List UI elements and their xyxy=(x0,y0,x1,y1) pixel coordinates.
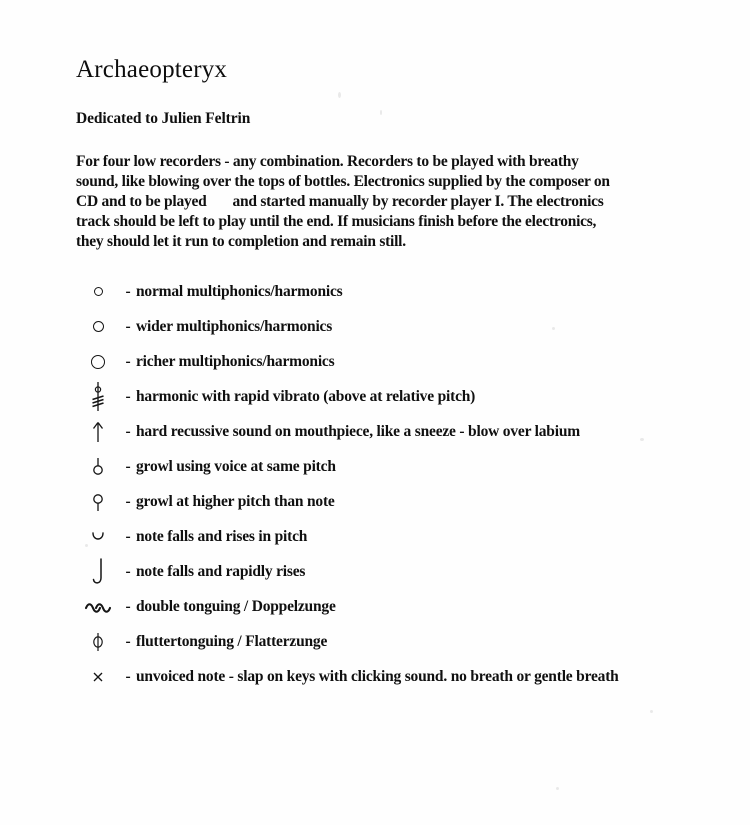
legend-dash: - xyxy=(125,527,131,545)
small-circle-icon xyxy=(76,274,120,309)
legend-description: double tonguing / Doppelzunge xyxy=(136,597,336,615)
phi-icon xyxy=(76,624,120,659)
list-item xyxy=(76,344,716,379)
circle-with-upward-stem-icon xyxy=(76,449,120,484)
performance-notes-paragraph xyxy=(76,152,616,253)
legend-description: note falls and rises in pitch xyxy=(136,527,308,545)
legend-dash: - xyxy=(125,422,131,440)
legend-dash: - xyxy=(125,317,131,335)
times-cross-icon xyxy=(76,659,120,694)
list-item xyxy=(76,624,716,659)
scan-speckle xyxy=(650,710,653,713)
legend-dash: - xyxy=(125,597,131,615)
legend-dash: - xyxy=(125,457,131,475)
legend-dash: - xyxy=(125,282,131,300)
j-hook-curve-icon xyxy=(76,554,120,589)
legend-dash: - xyxy=(125,352,131,370)
legend-description: note falls and rapidly rises xyxy=(136,562,306,580)
list-item xyxy=(76,309,716,344)
up-arrow-icon xyxy=(76,414,120,449)
list-item xyxy=(76,484,716,519)
intro-text-first: For four low recorders - any combination. Recorders to be played with breathy sound, like blowing over the tops of bottles. Electronics supplied by the composer on CD and to be played xyxy=(76,152,610,210)
legend-description: growl using voice at same pitch xyxy=(136,457,336,475)
medium-circle-icon xyxy=(76,309,120,344)
double-tilde-icon xyxy=(76,589,120,624)
page-title: Archaeopteryx xyxy=(76,56,228,83)
legend-dash: - xyxy=(125,492,131,510)
legend-dash: - xyxy=(125,667,131,685)
list-item xyxy=(76,519,716,554)
scan-speckle xyxy=(556,787,559,790)
stem-with-tremolo-strokes-icon xyxy=(76,379,120,414)
list-item xyxy=(76,379,716,414)
legend-dash: - xyxy=(125,632,131,650)
dedication-line: Dedicated to Julien Feltrin xyxy=(76,109,251,127)
breve-u-curve-icon xyxy=(76,519,120,554)
list-item xyxy=(76,414,716,449)
list-item xyxy=(76,659,716,694)
legend-description: richer multiphonics/harmonics xyxy=(136,352,335,370)
list-item xyxy=(76,449,716,484)
legend-dash: - xyxy=(125,387,131,405)
legend-description: normal multiphonics/harmonics xyxy=(136,282,343,300)
list-item xyxy=(76,554,716,589)
legend-description: harmonic with rapid vibrato (above at relative pitch) xyxy=(136,387,476,405)
legend-dash: - xyxy=(125,562,131,580)
legend-description: hard recussive sound on mouthpiece, like a sneeze - blow over labium xyxy=(136,422,580,440)
legend-description: wider multiphonics/harmonics xyxy=(136,317,333,335)
notation-legend-list xyxy=(76,274,716,694)
list-item xyxy=(76,589,716,624)
intro-text-second: and started manually by recorder player I. The electronics track should be left to play until the end. If musicians finish before the electronics, they should let it run to completion and remain still. xyxy=(76,192,604,251)
document-body xyxy=(76,56,716,694)
large-circle-icon xyxy=(76,344,120,379)
list-item xyxy=(76,274,716,309)
legend-description: fluttertonguing / Flatterzunge xyxy=(136,632,328,650)
circle-with-downward-stem-icon xyxy=(76,484,120,519)
legend-description: unvoiced note - slap on keys with clicking sound. no breath or gentle breath xyxy=(136,667,619,685)
legend-description: growl at higher pitch than note xyxy=(136,492,335,510)
